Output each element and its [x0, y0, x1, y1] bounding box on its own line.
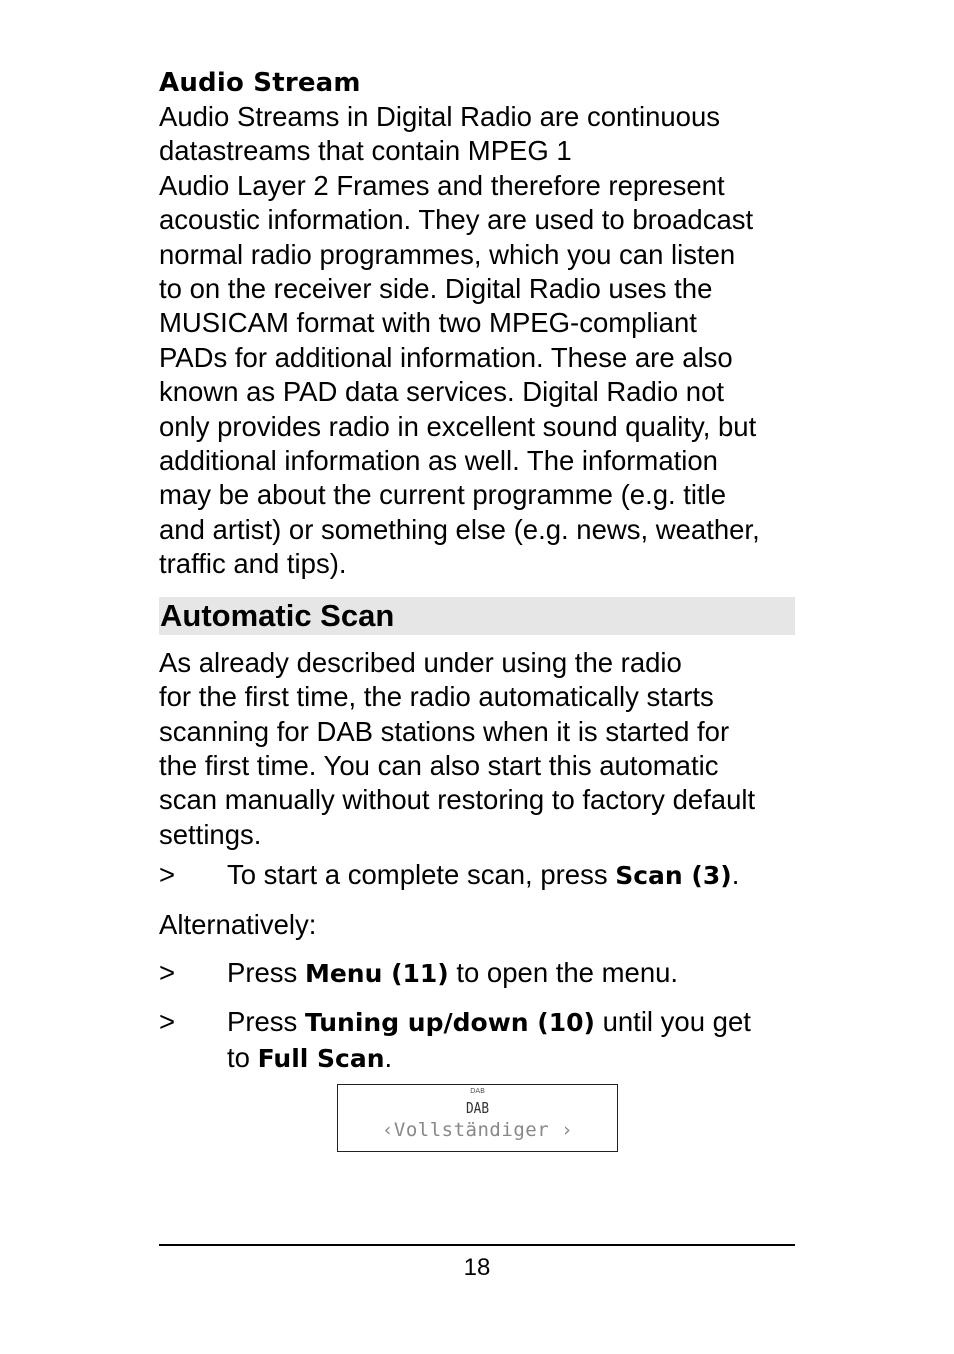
step-text — [227, 1005, 795, 1076]
text-line: PADs for additional information. These are also — [159, 341, 733, 373]
section-header-bar — [159, 597, 795, 635]
step-text-part: . — [384, 1041, 393, 1073]
step-start-scan — [159, 858, 795, 893]
text-line: and artist) or something else (e.g. news, weather, — [159, 513, 760, 545]
step-text-part: . — [731, 859, 740, 891]
key-menu: Menu (11) — [304, 958, 449, 988]
step-text-part: to open the menu. — [448, 956, 679, 988]
radio-display — [337, 1084, 618, 1152]
automatic-scan-paragraph — [159, 646, 795, 852]
text-line: traffic and tips). — [159, 548, 347, 580]
text-line: known as PAD data services. Digital Radio not — [159, 376, 725, 408]
step-marker: > — [159, 956, 176, 988]
page-content — [159, 66, 795, 1076]
text-line: for the first time, the radio automatically starts — [159, 681, 714, 713]
step-text-part: Press — [227, 1006, 305, 1038]
display-small-label: DAB — [470, 1087, 485, 1095]
text-line: acoustic information. They are used to broadcast — [159, 204, 754, 236]
text-line: to on the receiver side. Digital Radio uses the — [159, 273, 713, 305]
text-line: settings. — [159, 818, 262, 850]
text-line: MUSICAM format with two MPEG-compliant — [159, 307, 697, 339]
text-line: normal radio programmes, which you can listen — [159, 238, 736, 270]
text-line: additional information as well. The information — [159, 445, 718, 477]
page-number: 18 — [463, 1254, 491, 1281]
step-marker: > — [159, 1006, 176, 1038]
step-text — [227, 956, 795, 991]
step-text-part: to — [227, 1041, 258, 1073]
step-text-part: until you get — [594, 1006, 751, 1038]
text-line: scanning for DAB stations when it is started for — [159, 715, 730, 747]
audio-stream-heading: Audio Stream — [159, 68, 361, 98]
text-line: only provides radio in excellent sound quality, but — [159, 410, 757, 442]
audio-stream-paragraph — [159, 100, 795, 582]
display-line-2: ‹Vollständiger › — [381, 1119, 574, 1141]
step-open-menu — [159, 956, 795, 991]
step-text-part: To start a complete scan, press — [227, 859, 616, 891]
text-line: datastreams that contain MPEG 1 — [159, 135, 572, 167]
step-text — [227, 858, 795, 893]
step-tuning — [159, 1005, 795, 1076]
alternatively-label: Alternatively: — [159, 908, 317, 940]
text-line: Audio Layer 2 Frames and therefore represent — [159, 169, 725, 201]
text-line: Audio Streams in Digital Radio are continuous — [159, 101, 720, 132]
display-line-1: DAB — [465, 1099, 490, 1117]
key-tuning: Tuning up/down (10) — [304, 1008, 595, 1038]
text-line: scan manually without restoring to factory default — [159, 784, 756, 816]
step-marker: > — [159, 859, 176, 891]
text-line: may be about the current programme (e.g. title — [159, 479, 727, 511]
key-scan: Scan (3) — [615, 861, 732, 891]
step-text-part: Press — [227, 956, 305, 988]
text-line: the first time. You can also start this automatic — [159, 749, 719, 781]
footer-divider — [159, 1244, 795, 1246]
text-line: As already described under using the radio — [159, 646, 682, 678]
automatic-scan-title: Automatic Scan — [160, 597, 395, 633]
key-full-scan: Full Scan — [257, 1043, 385, 1073]
